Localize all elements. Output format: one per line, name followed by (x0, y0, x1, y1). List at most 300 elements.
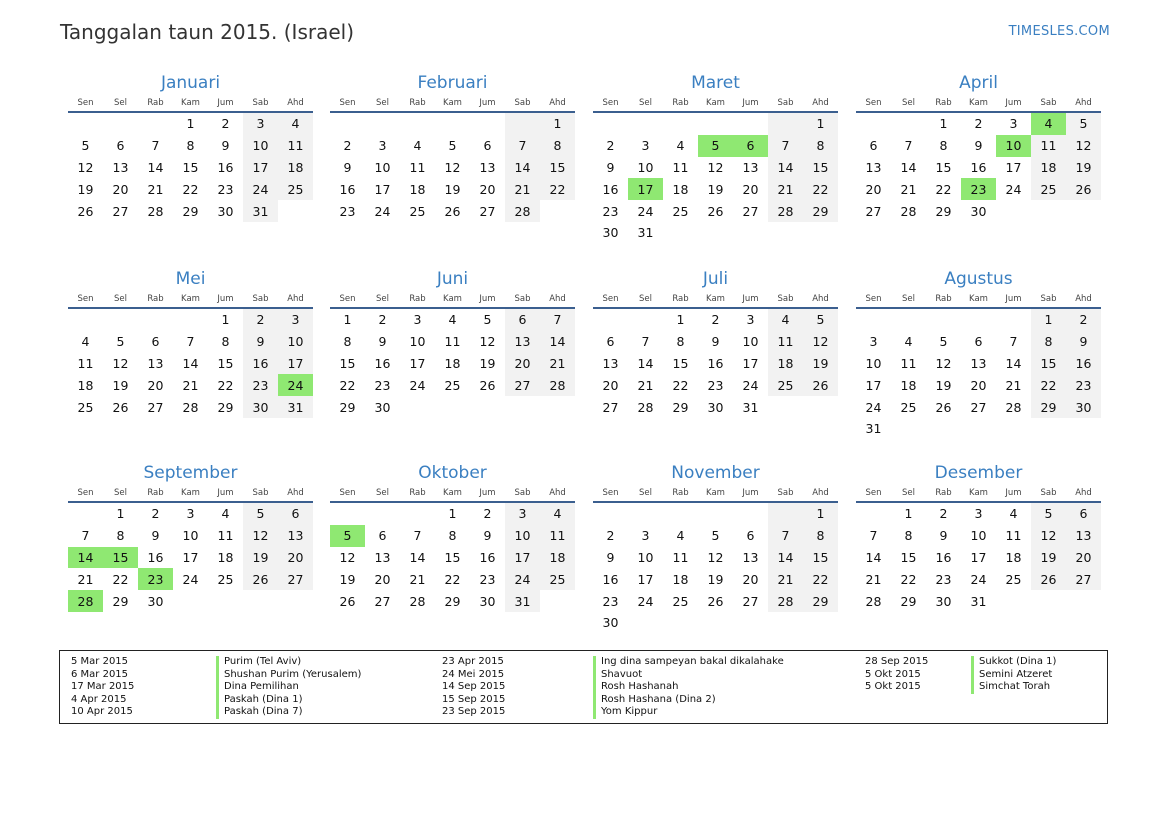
day-cell: 19 (112, 377, 129, 393)
day-cell: 11 (77, 355, 94, 371)
day-cell: 15 (444, 549, 461, 565)
day-cell: 19 (707, 181, 724, 197)
day-cell: 14 (68, 547, 103, 569)
empty-cell (768, 396, 803, 418)
day-cell: 15 (103, 547, 138, 569)
weekday-header: Sel (628, 290, 663, 308)
day-cell: 8 (939, 138, 948, 154)
weekday-header: Kam (961, 484, 996, 502)
weekday-header: Sab (505, 94, 540, 112)
empty-cell (628, 502, 663, 525)
day-cell: 26 (1031, 568, 1066, 590)
day-cell: 13 (374, 549, 391, 565)
empty-cell (68, 502, 103, 525)
week-row (593, 331, 838, 353)
weekday-header: Ahd (1066, 94, 1101, 112)
legend-holiday-name: Shushan Purim (Yerusalem) (224, 668, 362, 680)
weekday-header: Sab (1031, 94, 1066, 112)
legend-date: 17 Mar 2015 (71, 681, 135, 693)
day-cell: 29 (935, 203, 952, 219)
day-cell: 13 (112, 159, 129, 175)
week-row (593, 157, 838, 179)
empty-cell (768, 612, 803, 634)
day-cell: 25 (217, 571, 234, 587)
empty-cell (733, 502, 768, 525)
day-cell: 26 (707, 593, 724, 609)
day-cell: 5 (448, 138, 457, 154)
week-row (68, 200, 313, 222)
day-cell: 5 (939, 334, 948, 350)
weekday-header: Ahd (540, 484, 575, 502)
empty-cell (891, 418, 926, 440)
day-cell: 2 (221, 116, 230, 132)
day-cell: 8 (803, 525, 838, 547)
weekday-header: Rab (400, 484, 435, 502)
day-cell: 13 (1066, 525, 1101, 547)
weekday-header: Kam (435, 484, 470, 502)
weekday-header: Sel (365, 290, 400, 308)
empty-cell (698, 502, 733, 525)
day-cell: 29 (803, 590, 838, 612)
day-cell: 22 (540, 178, 575, 200)
legend-date: 4 Apr 2015 (71, 693, 127, 705)
month-mei (68, 270, 313, 418)
day-cell: 14 (768, 157, 803, 179)
weekday-header: Ahd (278, 290, 313, 308)
week-row (68, 135, 313, 157)
day-cell: 18 (77, 377, 94, 393)
day-cell: 21 (505, 178, 540, 200)
weekday-header: Jum (733, 94, 768, 112)
empty-cell (435, 112, 470, 135)
day-cell: 19 (1031, 547, 1066, 569)
day-cell: 12 (1031, 525, 1066, 547)
month-oktober (330, 464, 575, 612)
week-row (593, 112, 838, 135)
day-cell: 6 (606, 334, 615, 350)
day-cell: 15 (900, 549, 917, 565)
legend-holiday-name: Sukkot (Dina 1) (979, 656, 1057, 667)
weekday-header: Jum (733, 484, 768, 502)
weekday-header: Jum (208, 94, 243, 112)
day-cell: 15 (672, 355, 689, 371)
day-cell: 1 (448, 506, 457, 522)
weekday-header: Jum (996, 484, 1031, 502)
day-cell: 19 (479, 355, 496, 371)
day-cell: 15 (935, 159, 952, 175)
legend-names (593, 656, 784, 719)
legend-date: 28 Sep 2015 (865, 656, 929, 667)
day-cell: 30 (935, 593, 952, 609)
day-cell: 25 (540, 568, 575, 590)
weekday-header: Sen (68, 290, 103, 308)
day-cell: 16 (339, 181, 356, 197)
legend-dates (865, 656, 928, 694)
day-cell: 31 (278, 396, 313, 418)
day-cell: 23 (707, 377, 724, 393)
day-cell: 21 (147, 181, 164, 197)
day-cell: 23 (339, 203, 356, 219)
day-cell: 2 (606, 138, 615, 154)
weekday-header: Sel (103, 290, 138, 308)
day-cell: 28 (768, 590, 803, 612)
day-cell: 15 (803, 157, 838, 179)
day-cell: 15 (339, 355, 356, 371)
day-cell: 25 (409, 203, 426, 219)
day-cell: 20 (970, 377, 987, 393)
empty-cell (173, 590, 208, 612)
day-cell: 28 (68, 590, 103, 612)
empty-cell (996, 590, 1031, 612)
weekday-header: Sab (1031, 484, 1066, 502)
day-cell: 11 (1031, 135, 1066, 157)
day-cell: 5 (711, 528, 720, 544)
week-row (856, 418, 1101, 440)
day-cell: 9 (221, 138, 230, 154)
day-cell: 21 (182, 377, 199, 393)
week-row (593, 374, 838, 396)
empty-cell (278, 590, 313, 612)
day-cell: 24 (505, 568, 540, 590)
weekday-header: Kam (698, 94, 733, 112)
day-cell: 7 (540, 308, 575, 331)
week-row (856, 502, 1101, 525)
day-cell: 14 (409, 549, 426, 565)
day-cell: 18 (444, 355, 461, 371)
empty-cell (330, 112, 365, 135)
day-cell: 15 (182, 159, 199, 175)
day-cell: 8 (186, 138, 195, 154)
day-cell: 15 (217, 355, 234, 371)
month-september (68, 464, 313, 612)
weekday-header: Sab (243, 484, 278, 502)
week-row (593, 135, 838, 157)
day-cell: 12 (243, 525, 278, 547)
legend-names (971, 656, 1056, 694)
weekday-header: Sen (330, 290, 365, 308)
day-cell: 6 (116, 138, 125, 154)
month-title: Februari (417, 73, 488, 93)
day-cell: 2 (939, 506, 948, 522)
day-cell: 1 (939, 116, 948, 132)
empty-cell (663, 612, 698, 634)
day-cell: 9 (711, 334, 720, 350)
empty-cell (173, 308, 208, 331)
day-cell: 15 (540, 157, 575, 179)
week-row (593, 308, 838, 331)
legend-holiday-name: Dina Pemilihan (224, 681, 299, 693)
day-cell: 27 (505, 374, 540, 396)
day-cell: 5 (330, 525, 365, 547)
weekday-header: Ahd (278, 484, 313, 502)
day-cell: 29 (803, 200, 838, 222)
week-row (68, 374, 313, 396)
day-cell: 30 (707, 399, 724, 415)
day-cell: 3 (641, 528, 650, 544)
day-cell: 25 (444, 377, 461, 393)
day-cell: 30 (602, 225, 619, 241)
day-cell: 8 (904, 528, 913, 544)
weekday-header: Sel (365, 484, 400, 502)
day-cell: 23 (602, 203, 619, 219)
day-cell: 1 (904, 506, 913, 522)
weekday-header: Sen (593, 484, 628, 502)
empty-cell (243, 590, 278, 612)
day-cell: 27 (970, 399, 987, 415)
day-cell: 6 (483, 138, 492, 154)
day-cell: 24 (409, 377, 426, 393)
week-row (856, 396, 1101, 418)
day-cell: 1 (343, 312, 352, 328)
day-cell: 24 (970, 571, 987, 587)
day-cell: 27 (602, 399, 619, 415)
week-row (593, 525, 838, 547)
empty-cell (68, 308, 103, 331)
day-cell: 29 (444, 593, 461, 609)
day-cell: 22 (112, 571, 129, 587)
empty-cell (330, 502, 365, 525)
day-cell: 8 (221, 334, 230, 350)
day-cell: 23 (961, 178, 996, 200)
day-cell: 21 (77, 571, 94, 587)
day-cell: 12 (339, 549, 356, 565)
legend-holiday-name: Ing dina sampeyan bakal dikalahake (601, 656, 784, 667)
day-cell: 18 (1031, 157, 1066, 179)
day-cell: 4 (221, 506, 230, 522)
legend-names (216, 656, 361, 719)
week-row (856, 331, 1101, 353)
day-cell: 4 (413, 138, 422, 154)
day-cell: 5 (116, 334, 125, 350)
week-row (593, 396, 838, 418)
day-cell: 26 (339, 593, 356, 609)
day-cell: 21 (540, 353, 575, 375)
weekday-header: Ahd (803, 290, 838, 308)
week-row (330, 374, 575, 396)
day-cell: 12 (479, 334, 496, 350)
day-cell: 20 (865, 181, 882, 197)
day-cell: 26 (935, 399, 952, 415)
day-cell: 14 (182, 355, 199, 371)
day-cell: 2 (606, 528, 615, 544)
month-november (593, 464, 838, 634)
month-title: Desember (934, 463, 1023, 483)
legend-holiday-name: Yom Kippur (601, 706, 658, 718)
day-cell: 31 (742, 399, 759, 415)
day-cell: 2 (483, 506, 492, 522)
empty-cell (68, 112, 103, 135)
day-cell: 23 (217, 181, 234, 197)
day-cell: 4 (676, 528, 685, 544)
day-cell: 23 (243, 374, 278, 396)
site-link[interactable]: TIMESLES.COM (1008, 24, 1110, 39)
legend-holiday-name: Purim (Tel Aviv) (224, 656, 302, 667)
day-cell: 24 (374, 203, 391, 219)
day-cell: 31 (865, 421, 882, 437)
weekday-header: Sel (628, 94, 663, 112)
day-cell: 15 (803, 547, 838, 569)
day-cell: 20 (278, 547, 313, 569)
empty-cell (138, 308, 173, 331)
day-cell: 9 (343, 159, 352, 175)
empty-cell (803, 396, 838, 418)
day-cell: 24 (278, 374, 313, 396)
empty-cell (663, 112, 698, 135)
week-row (856, 135, 1101, 157)
day-cell: 6 (869, 138, 878, 154)
day-cell: 28 (768, 200, 803, 222)
day-cell: 5 (803, 308, 838, 331)
weekday-header: Jum (996, 94, 1031, 112)
weekday-header: Jum (470, 484, 505, 502)
empty-cell (856, 502, 891, 525)
day-cell: 8 (676, 334, 685, 350)
week-row (68, 308, 313, 331)
day-cell: 5 (483, 312, 492, 328)
week-row (68, 525, 313, 547)
day-cell: 22 (217, 377, 234, 393)
day-cell: 26 (243, 568, 278, 590)
day-cell: 13 (278, 525, 313, 547)
day-cell: 3 (746, 312, 755, 328)
weekday-header: Sel (891, 94, 926, 112)
day-cell: 27 (147, 399, 164, 415)
day-cell: 30 (602, 615, 619, 631)
day-cell: 4 (1009, 506, 1018, 522)
day-cell: 11 (278, 135, 313, 157)
weekday-header: Sab (768, 484, 803, 502)
weekday-header: Sab (768, 290, 803, 308)
week-row (330, 178, 575, 200)
day-cell: 4 (540, 502, 575, 525)
day-cell: 14 (1005, 355, 1022, 371)
day-cell: 30 (217, 203, 234, 219)
day-cell: 9 (974, 138, 983, 154)
day-cell: 21 (900, 181, 917, 197)
day-cell: 26 (479, 377, 496, 393)
day-cell: 29 (672, 399, 689, 415)
day-cell: 7 (505, 135, 540, 157)
weekday-header: Kam (173, 484, 208, 502)
legend-date: 5 Mar 2015 (71, 656, 129, 667)
empty-cell (365, 502, 400, 525)
day-cell: 29 (1031, 396, 1066, 418)
week-row (330, 331, 575, 353)
day-cell: 4 (448, 312, 457, 328)
day-cell: 31 (637, 225, 654, 241)
empty-cell (996, 200, 1031, 222)
day-cell: 26 (707, 203, 724, 219)
month-title: Januari (160, 73, 221, 93)
day-cell: 28 (182, 399, 199, 415)
day-cell: 4 (904, 334, 913, 350)
week-row (593, 222, 838, 244)
day-cell: 7 (869, 528, 878, 544)
day-cell: 1 (803, 112, 838, 135)
legend-date: 23 Apr 2015 (442, 656, 504, 667)
day-cell: 5 (81, 138, 90, 154)
day-cell: 4 (1031, 112, 1066, 135)
weekday-header: Rab (138, 94, 173, 112)
weekday-header: Sab (768, 94, 803, 112)
day-cell: 5 (243, 502, 278, 525)
day-cell: 27 (112, 203, 129, 219)
day-cell: 17 (243, 157, 278, 179)
legend-date: 24 Mei 2015 (442, 668, 505, 680)
day-cell: 22 (672, 377, 689, 393)
week-row (856, 308, 1101, 331)
weekday-header: Ahd (540, 290, 575, 308)
day-cell: 20 (479, 181, 496, 197)
empty-cell (400, 502, 435, 525)
day-cell: 10 (970, 528, 987, 544)
day-cell: 23 (138, 568, 173, 590)
empty-cell (733, 612, 768, 634)
day-cell: 18 (278, 157, 313, 179)
day-cell: 22 (182, 181, 199, 197)
day-cell: 27 (278, 568, 313, 590)
weekday-header: Jum (470, 290, 505, 308)
day-cell: 27 (865, 203, 882, 219)
weekday-header: Sel (891, 484, 926, 502)
day-cell: 12 (77, 159, 94, 175)
day-cell: 11 (444, 334, 461, 350)
day-cell: 21 (1005, 377, 1022, 393)
day-cell: 29 (112, 593, 129, 609)
day-cell: 19 (77, 181, 94, 197)
empty-cell (400, 396, 435, 418)
weekday-header: Kam (435, 290, 470, 308)
day-cell: 14 (505, 157, 540, 179)
day-cell: 29 (900, 593, 917, 609)
day-cell: 22 (935, 181, 952, 197)
empty-cell (1066, 590, 1101, 612)
month-title: Oktober (418, 463, 487, 483)
day-cell: 31 (243, 200, 278, 222)
weekday-header: Jum (733, 290, 768, 308)
day-cell: 3 (413, 312, 422, 328)
week-row (856, 568, 1101, 590)
empty-cell (103, 308, 138, 331)
empty-cell (593, 112, 628, 135)
day-cell: 18 (217, 549, 234, 565)
day-cell: 25 (77, 399, 94, 415)
week-row (68, 396, 313, 418)
month-maret (593, 74, 838, 244)
week-row (330, 135, 575, 157)
week-row (856, 353, 1101, 375)
day-cell: 1 (116, 506, 125, 522)
week-row (330, 353, 575, 375)
day-cell: 29 (182, 203, 199, 219)
empty-cell (628, 112, 663, 135)
empty-cell (768, 502, 803, 525)
weekday-header: Kam (173, 290, 208, 308)
day-cell: 13 (970, 355, 987, 371)
legend-holiday-name: Paskah (Dina 1) (224, 693, 303, 705)
empty-cell (593, 502, 628, 525)
week-row (856, 178, 1101, 200)
day-cell: 18 (672, 571, 689, 587)
weekday-header: Jum (470, 94, 505, 112)
day-cell: 5 (698, 135, 733, 157)
day-cell: 18 (540, 547, 575, 569)
day-cell: 10 (278, 331, 313, 353)
day-cell: 1 (803, 502, 838, 525)
day-cell: 11 (672, 549, 689, 565)
day-cell: 19 (935, 377, 952, 393)
empty-cell (540, 200, 575, 222)
